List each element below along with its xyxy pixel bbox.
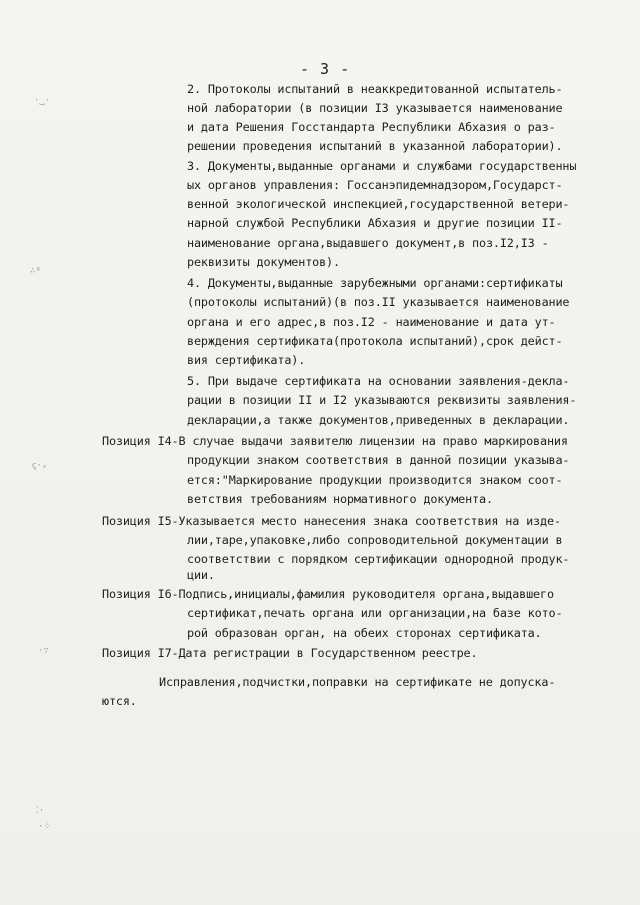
text-line: ной лаборатории (в позиции I3 указывается наименование <box>187 101 563 115</box>
text-line: верждения сертификата(протокола испытаний),срок дейст- <box>187 334 563 348</box>
text-line: Позиция I7-Дата регистрации в Государственном реестре. <box>102 646 478 660</box>
scan-speck: ·‿· <box>34 96 51 106</box>
text-line: наименование органа,выдавшего документ,в поз.I2,I3 - <box>187 236 549 250</box>
text-line: сертификат,печать органа или организации,на базе кото- <box>187 606 563 620</box>
text-line: 4. Документы,выданные зарубежными органами:сертификаты <box>187 276 563 290</box>
text-line: нарной службой Республики Абхазия и другие позиции II- <box>187 216 563 230</box>
text-line: 5. При выдаче сертификата на основании заявления-декла- <box>187 374 570 388</box>
text-line: лии,таре,упаковке,либо сопроводительной документации в <box>187 533 563 547</box>
text-line: органа и его адрес,в поз.I2 - наименование и дата ут- <box>187 315 556 329</box>
scan-speck: ꞔ·ₓ <box>32 461 48 471</box>
text-line: ется:"Маркирование продукции производится знаком соот- <box>187 473 563 487</box>
text-line: соответствии с порядком сертификации однородной продук- <box>187 552 570 566</box>
text-line: ых органов управления: Госсанэпидемнадзором,Государст- <box>187 178 563 192</box>
text-line: Позиция I4-В случае выдачи заявителю лицензии на право маркирования <box>102 434 568 448</box>
scan-speck: ⁚· <box>36 806 45 816</box>
text-line: 3. Документы,выданные органами и службами государственны <box>187 159 577 173</box>
page-number: - 3 - <box>300 60 351 78</box>
text-line: декларации,а также документов,приведенных в декларации. <box>187 413 570 427</box>
text-line: венной экологической инспекцией,государственной ветери- <box>187 197 570 211</box>
text-line: рой образован орган, на обеих сторонах сертификата. <box>187 626 542 640</box>
text-line: (протоколы испытаний)(в поз.II указывается наименование <box>187 295 570 309</box>
text-line: Позиция I5-Указывается место нанесения знака соответствия на изде- <box>102 514 561 528</box>
text-line: Исправления,подчистки,поправки на сертификате не допуска- <box>159 675 556 689</box>
text-line: и дата Решения Госстандарта Республики Абхазия о раз- <box>187 120 556 134</box>
scan-speck: ·⁘ <box>38 822 51 832</box>
text-line: решении проведения испытаний в указанной лаборатории). <box>187 139 563 153</box>
text-line: ветствия требованиям нормативного документа. <box>187 492 493 506</box>
text-line: Позиция I6-Подпись,инициалы,фамилия руководителя органа,выдавшего <box>102 587 554 601</box>
text-line: ются. <box>102 694 137 708</box>
text-line: продукции знаком соответствия в данной позиции указыва- <box>187 453 570 467</box>
text-line: ции. <box>187 568 215 582</box>
text-line: рации в позиции II и I2 указываются реквизиты заявления- <box>187 393 577 407</box>
scan-speck: ·∵ <box>38 646 49 656</box>
scan-speck: ∴ᵍ <box>30 266 41 276</box>
text-line: вия сертификата). <box>187 353 306 367</box>
text-line: 2. Протоколы испытаний в неаккредитованной испытатель- <box>187 82 563 96</box>
text-line: реквизиты документов). <box>187 255 340 269</box>
